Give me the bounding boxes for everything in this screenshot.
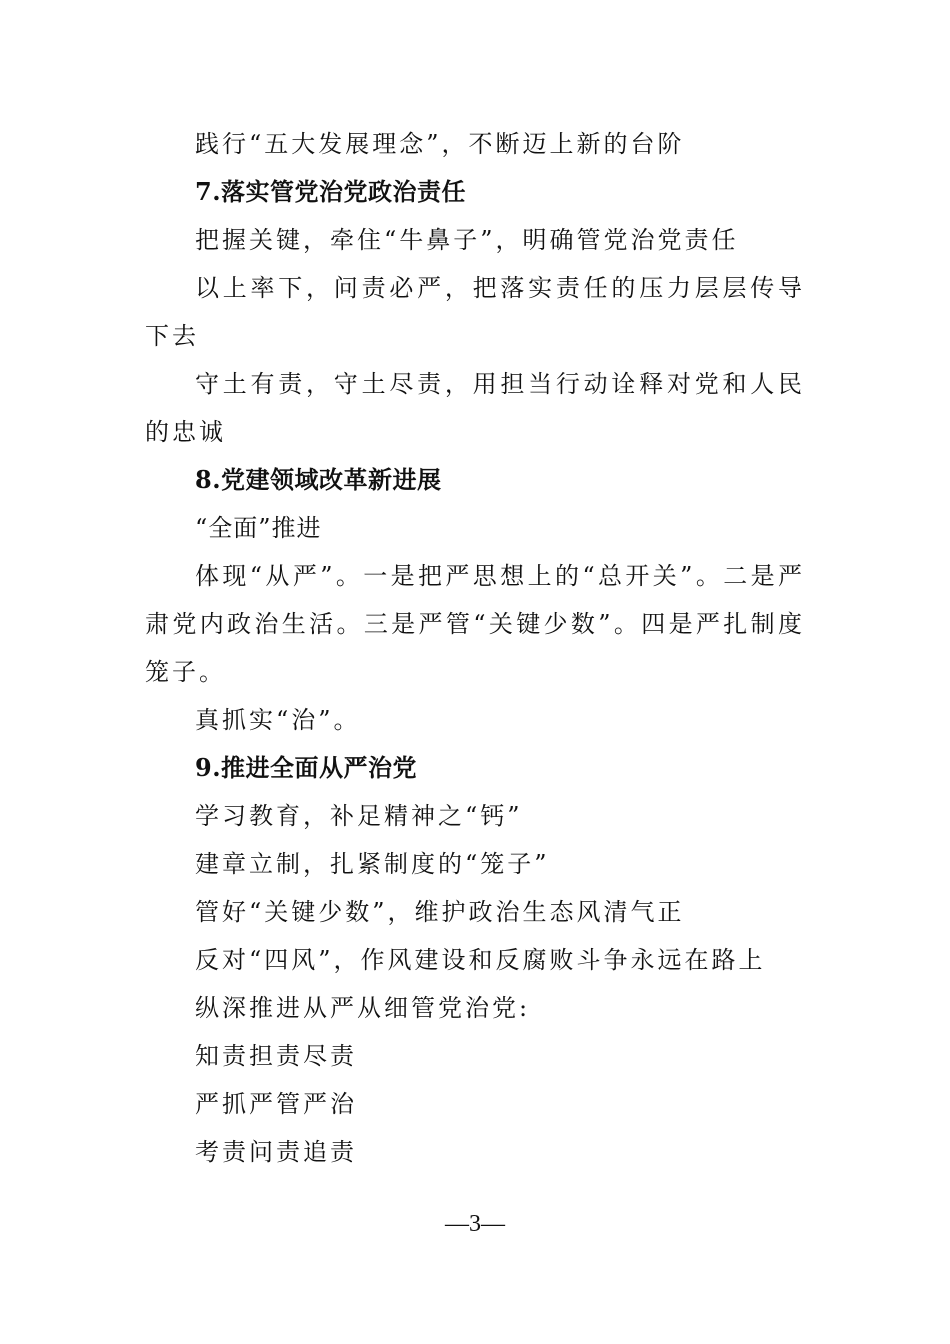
page-number: —3—	[445, 1211, 505, 1237]
paragraph-line: 纵深推进从严从细管党治党:	[195, 994, 531, 1022]
paragraph-line: 严抓严管严治	[195, 1090, 357, 1118]
paragraph-line: 管好“关键少数”，维护政治生态风清气正	[195, 898, 685, 926]
paragraph-line: 考责问责追责	[195, 1138, 357, 1166]
paragraph-line: 真抓实“治”。	[195, 706, 361, 734]
section-heading: 8.党建领域改革新进展	[195, 465, 442, 494]
paragraph-line: 以上率下，问责必严，把落实责任的压力层层传导下去	[145, 274, 805, 350]
paragraph-line: 知责担责尽责	[195, 1042, 357, 1070]
paragraph-line: 体现“从严”。一是把严思想上的“总开关”。二是严肃党内政治生活。三是严管“关键少数”。四是严扎制度笼子。	[145, 562, 805, 686]
document-body	[145, 120, 805, 1176]
paragraph-line: 把握关键，牵住“牛鼻子”，明确管党治党责任	[195, 226, 739, 254]
paragraph-line: 践行“五大发展理念”，不断迈上新的台阶	[195, 130, 685, 158]
section-heading: 9.推进全面从严治党	[195, 753, 418, 782]
paragraph-line: 反对“四风”，作风建设和反腐败斗争永远在路上	[195, 946, 766, 974]
paragraph-line: 建章立制，扎紧制度的“笼子”	[195, 850, 550, 878]
paragraph-line: “全面”推进	[195, 514, 322, 542]
paragraph-line: 守土有责，守土尽责，用担当行动诠释对党和人民的忠诚	[145, 370, 805, 446]
section-heading: 7.落实管党治党政治责任	[195, 177, 467, 206]
paragraph-line: 学习教育，补足精神之“钙”	[195, 802, 523, 830]
